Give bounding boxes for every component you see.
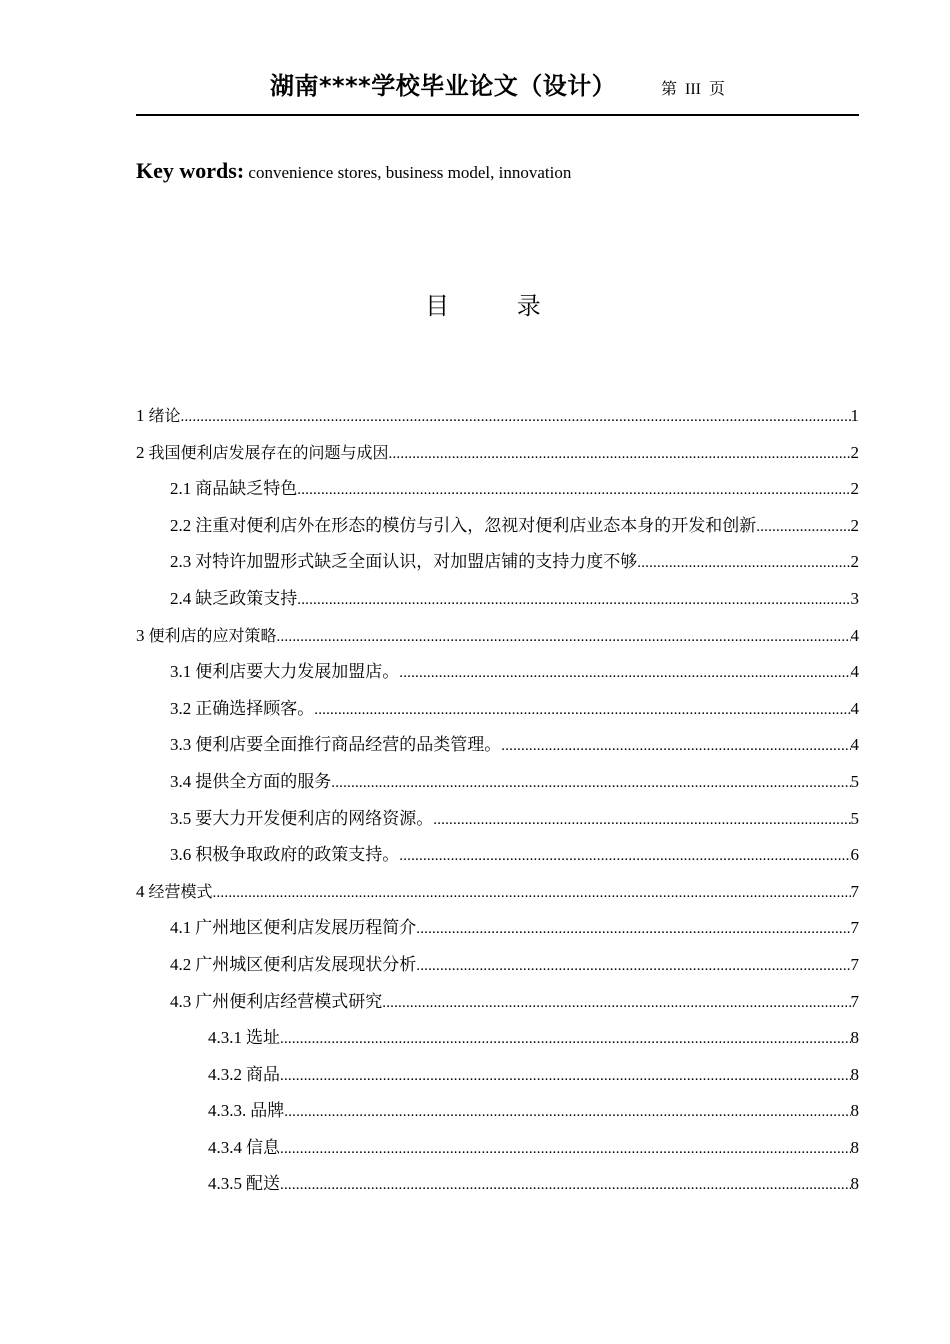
toc-dot-leader [280,1135,851,1163]
toc-entry-page: 2 [850,479,859,499]
toc-entry-page: 1 [850,406,859,425]
toc-dot-leader [433,806,850,834]
toc-entry-title: 注重对便利店外在形态的模仿与引入，忽视对便利店业态本身的开发和创新 [195,515,757,535]
toc-entry-page: 6 [850,845,859,865]
toc-dot-leader [399,659,850,687]
toc-entry-title: 经营模式 [148,881,213,901]
toc-entry-number: 3.2 [170,698,192,718]
toc-entry[interactable] [136,951,859,988]
toc-entry-number: 4.3.2 [208,1064,242,1084]
toc-entry[interactable] [136,768,859,805]
toc-dot-leader [280,1171,851,1199]
toc-entry-number: 4.3.3. [208,1101,247,1121]
toc-dot-leader [501,732,850,760]
toc-entry-page: 8 [850,1028,859,1048]
toc-dot-leader [331,769,850,797]
toc-entry[interactable] [136,512,859,549]
toc-entry-title: 便利店要全面推行商品经营的品类管理。 [195,735,502,755]
toc-entry-title: 便利店要大力发展加盟店。 [195,662,400,682]
toc-entry-page: 4 [850,735,859,755]
toc-entry[interactable] [136,402,859,439]
toc-entry-number: 1 [136,406,145,425]
toc-dot-leader [181,403,851,431]
toc-entry-title: 积极争取政府的政策支持。 [195,845,400,865]
toc-entry-page: 2 [850,515,859,535]
toc-entry-title: 信息 [246,1137,280,1157]
toc-entry[interactable] [136,878,859,915]
toc-dot-leader [637,549,850,577]
keywords-line [136,158,571,184]
toc-entry-title: 要大力开发便利店的网络资源。 [195,808,434,828]
toc-entry-number: 3.5 [170,808,192,828]
toc-entry-number: 2.1 [170,479,192,499]
toc-dot-leader [297,476,850,504]
toc-entry[interactable] [136,841,859,878]
keywords-label: Key words: [136,158,245,183]
toc-dot-leader [399,842,850,870]
toc-entry[interactable] [136,805,859,842]
toc-dot-leader [756,513,850,541]
toc-entry[interactable] [136,658,859,695]
toc-entry[interactable] [136,914,859,951]
toc-entry[interactable] [136,585,859,622]
toc-entry-title: 我国便利店发展存在的问题与成因 [148,442,389,462]
toc-entry-title: 商品缺乏特色 [195,479,298,499]
toc-entry-page: 8 [850,1174,859,1194]
toc-entry-title: 提供全方面的服务 [195,771,332,791]
toc-entry-title: 便利店的应对策略 [148,625,277,645]
toc-dot-leader [284,1098,850,1126]
toc-entry-title: 广州地区便利店发展历程简介 [195,918,417,938]
toc-dot-leader [277,623,851,651]
toc-entry-page: 5 [850,771,859,791]
toc-title: 目 录 [425,292,571,320]
toc-entry-number: 3.4 [170,771,192,791]
toc-entry-number: 4.2 [170,954,192,974]
toc-entry-page: 4 [850,698,859,718]
toc-dot-leader [416,915,850,943]
toc-dot-leader [382,989,850,1017]
toc-dot-leader [297,586,850,614]
toc-dot-leader [280,1025,851,1053]
toc-entry-page: 8 [850,1137,859,1157]
page-header [136,66,859,116]
toc-entry[interactable] [136,695,859,732]
toc-entry-number: 3 [136,625,145,645]
toc-entry-title: 品牌 [250,1101,285,1121]
toc-entry-page: 2 [850,552,859,572]
toc-entry-number: 3.3 [170,735,192,755]
toc-entry[interactable] [136,988,859,1025]
toc-entry[interactable] [136,475,859,512]
table-of-contents [136,402,859,1207]
toc-dot-leader [280,1062,851,1090]
toc-entry-title: 广州便利店经营模式研究 [195,991,383,1011]
toc-entry-title: 缺乏政策支持 [195,588,298,608]
toc-dot-leader [213,879,851,907]
toc-entry-title: 选址 [246,1028,280,1048]
toc-entry-title: 广州城区便利店发展现状分析 [195,954,417,974]
keywords-text: convenience stores, business model, innovation [244,163,572,182]
toc-entry-page: 3 [850,588,859,608]
toc-entry-page: 8 [850,1101,859,1121]
toc-entry-number: 4.3.5 [208,1174,242,1194]
toc-entry-title: 绪论 [148,406,181,425]
toc-entry-page: 7 [850,954,859,974]
toc-entry-number: 3.6 [170,845,192,865]
toc-entry[interactable] [136,439,859,476]
toc-entry[interactable] [136,1024,859,1061]
toc-entry-page: 8 [850,1064,859,1084]
toc-entry-page: 7 [850,991,859,1011]
toc-entry-title: 正确选择顾客。 [195,698,315,718]
toc-entry-number: 4.3.1 [208,1028,242,1048]
toc-entry[interactable] [136,1170,859,1207]
toc-dot-leader [314,696,850,724]
toc-entry-page: 2 [850,442,859,462]
toc-entry-number: 2 [136,442,145,462]
toc-entry-number: 2.4 [170,588,192,608]
toc-dot-leader [416,952,850,980]
toc-entry-number: 4.1 [170,918,192,938]
toc-entry[interactable] [136,1097,859,1134]
toc-entry-number: 4.3 [170,991,192,1011]
toc-entry[interactable] [136,1061,859,1098]
toc-entry-number: 4 [136,881,145,901]
toc-entry[interactable] [136,731,859,768]
document-title: 湖南****学校毕业论文（设计） [270,72,617,100]
toc-entry-page: 5 [850,808,859,828]
page-number-label: 第 III 页 [661,81,725,98]
toc-entry-number: 2.3 [170,552,192,572]
toc-entry[interactable] [136,622,859,659]
toc-dot-leader [389,440,851,468]
toc-entry[interactable] [136,548,859,585]
toc-entry-page: 7 [850,881,859,901]
toc-entry[interactable] [136,1134,859,1171]
toc-entry-page: 7 [850,918,859,938]
toc-entry-number: 2.2 [170,515,192,535]
toc-entry-number: 4.3.4 [208,1137,242,1157]
toc-entry-page: 4 [850,662,859,682]
toc-entry-title: 配送 [246,1174,280,1194]
toc-entry-number: 3.1 [170,662,192,682]
toc-entry-page: 4 [850,625,859,645]
toc-entry-title: 商品 [246,1064,280,1084]
toc-entry-title: 对特许加盟形式缺乏全面认识，对加盟店铺的支持力度不够 [195,552,638,572]
